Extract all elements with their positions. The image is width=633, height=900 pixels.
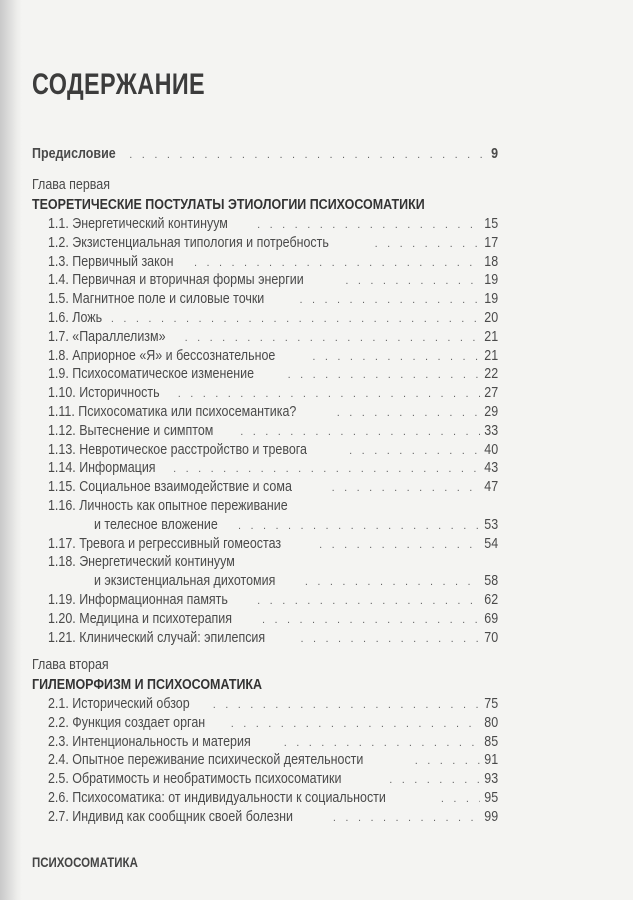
toc-page-number: 19 [484,272,498,289]
toc-page-number: 69 [484,610,498,627]
toc-entry [32,591,498,610]
toc-page-number: 21 [484,347,498,364]
toc-page-number: 9 [491,146,498,162]
chapter-label: Глава первая [32,177,110,193]
toc-entry [32,770,498,789]
toc-entry-text: 1.1. Энергетический континуум [48,216,228,232]
toc-entry [32,253,498,272]
dot-leader [415,752,480,771]
toc-entry-text: 1.3. Первичный закон [48,253,174,270]
toc-entry-text: 1.17. Тревога и регрессивный гомеостаз [48,535,282,552]
toc-entry [32,535,498,554]
toc-page-number: 22 [484,366,498,383]
toc-entry [32,403,498,422]
toc-page-number: 29 [484,403,498,420]
toc-page-number: 17 [484,234,498,251]
toc-page-number: 53 [484,516,498,533]
toc-entry-text: 1.6. Ложь [48,309,103,326]
dot-leader [319,536,480,555]
dot-leader [238,517,480,536]
toc-entry-line [32,553,498,572]
chapter-heading: ГИЛЕМОРФИЗМ И ПСИХОСОМАТИКА [32,677,263,693]
toc-entry [32,733,498,752]
toc-entries [32,215,498,647]
dot-leader [194,254,480,273]
toc-entry-text: 1.9. Психосоматическое изменение [48,366,255,383]
toc-entries [32,695,498,827]
toc-entry [32,629,498,648]
toc-page-number: 21 [484,328,498,345]
toc-entry [32,695,498,714]
toc-entry-text: 1.21. Клинический случай: эпилепсия [48,629,266,646]
toc-entry [32,384,498,403]
toc-entry-text: 1.4. Первичная и вторичная формы энергии [48,272,304,289]
dot-leader [337,404,480,423]
toc-page-number: 58 [484,573,498,590]
toc-page-number: 93 [484,771,498,788]
page-title: СОДЕРЖАНИЕ [32,68,206,101]
toc-page-number: 95 [484,789,498,806]
dot-leader [257,216,480,235]
toc-entry [32,610,498,629]
toc-page-number: 47 [484,479,498,496]
dot-leader [333,809,480,828]
toc-page-number: 18 [484,253,498,270]
toc-entry-text: 1.12. Вытеснение и симптом [48,422,214,439]
toc-entry [32,309,498,328]
toc-entry-text: 1.5. Магнитное поле и силовые точки [48,291,265,308]
chapter-heading: ТЕОРЕТИЧЕСКИЕ ПОСТУЛАТЫ ЭТИОЛОГИИ ПСИХОСОМАТИКИ [32,197,425,213]
toc-entry-text: 1.13. Невротическое расстройство и тревога [48,441,308,458]
dot-leader [213,696,480,715]
dot-leader [284,734,480,753]
toc-entry [32,751,498,770]
toc-entry-text: и экзистенциальная дихотомия [94,573,276,590]
toc-entry [32,808,498,827]
toc-entry-text: 2.3. Интенциональность и материя [48,733,251,750]
toc-entry-text: 1.10. Историчность [48,385,160,402]
toc-entry [32,714,498,733]
chapter-label: Глава вторая [32,657,109,673]
toc-entry-continuation [32,572,498,591]
toc-entry-text: 2.1. Исторический обзор [48,696,190,712]
toc-entry-text: 1.15. Социальное взаимодействие и сома [48,479,292,496]
dot-leader [129,146,488,165]
toc-page-number: 33 [484,422,498,439]
toc-entry-text: 1.7. «Параллелизм» [48,328,166,345]
dot-leader [288,366,480,385]
dot-leader [173,460,480,479]
dot-leader [332,479,480,498]
toc-entry-text: и телесное вложение [94,516,218,533]
toc-page-number: 54 [484,535,498,552]
toc-entry-text: 2.4. Опытное переживание психической деятельности [48,752,364,769]
dot-leader [178,385,480,404]
toc-entry-text: 1.2. Экзистенциальная типология и потребность [48,234,329,251]
running-footer: ПСИХОСОМАТИКА [32,854,138,870]
dot-leader [231,715,480,734]
toc-entry-text: 2.6. Психосоматика: от индивидуальности к социальности [48,789,386,806]
toc-entry [32,328,498,347]
dot-leader [312,348,480,367]
toc-entry-text: 1.20. Медицина и психотерапия [48,610,233,627]
toc-entry-line [32,497,498,516]
toc-page-number: 99 [484,808,498,825]
toc-page-number: 43 [484,460,498,477]
toc-entry [32,459,498,478]
page-gutter-shadow [0,0,22,900]
toc-entry-text: Предисловие [32,146,116,162]
toc-page-number: 19 [484,291,498,308]
toc-page-number: 70 [484,629,498,646]
toc-page-number: 91 [484,752,498,769]
toc-page-number: 20 [484,309,498,326]
toc-entry-text: 1.8. Априорное «Я» и бессознательное [48,347,276,364]
toc-page-number: 85 [484,733,498,750]
toc-entry [32,347,498,366]
toc-page-number: 27 [484,385,498,402]
toc-entry-text: 1.14. Информация [48,460,156,477]
dot-leader [257,592,480,611]
toc-entry-text: 1.11. Психосоматика или психосемантика? [48,403,297,420]
dot-leader [301,630,480,649]
toc-entry [32,145,498,164]
chapter-2 [32,656,498,827]
dot-leader [375,235,480,254]
toc-entry [32,422,498,441]
preface-entry [32,145,498,164]
dot-leader [441,790,480,809]
dot-leader [345,272,480,291]
toc-page-number: 15 [484,216,498,232]
toc-page-number: 62 [484,591,498,608]
dot-leader [305,573,480,592]
toc-entry-text: 2.2. Функция создает орган [48,714,206,731]
toc-entry-text: 1.19. Информационная память [48,591,228,608]
toc-entry [32,290,498,309]
toc-entry-text: 1.18. Энергетический континуум [48,554,235,571]
toc-entry-text: 2.7. Индивид как сообщник своей болезни [48,808,294,825]
toc-entry [32,789,498,808]
dot-leader [240,423,480,442]
toc-entry [32,441,498,460]
chapter-1 [32,176,498,647]
dot-leader [299,291,479,310]
toc-entry [32,215,498,234]
toc-entry-text: 1.16. Личность как опытное переживание [48,497,288,514]
toc-entry [32,365,498,384]
toc-entry [32,478,498,497]
dot-leader [185,329,480,348]
toc-page-number: 75 [484,696,498,712]
dot-leader [262,611,480,630]
toc-page-number: 40 [484,441,498,458]
toc-entry [32,271,498,290]
toc-entry-text: 2.5. Обратимость и необратимость психосоматики [48,771,342,788]
toc-entry-continuation [32,516,498,535]
toc-entry [32,234,498,253]
dot-leader [349,442,480,461]
dot-leader [111,310,480,329]
dot-leader [389,771,480,790]
toc-page-number: 80 [484,714,498,731]
